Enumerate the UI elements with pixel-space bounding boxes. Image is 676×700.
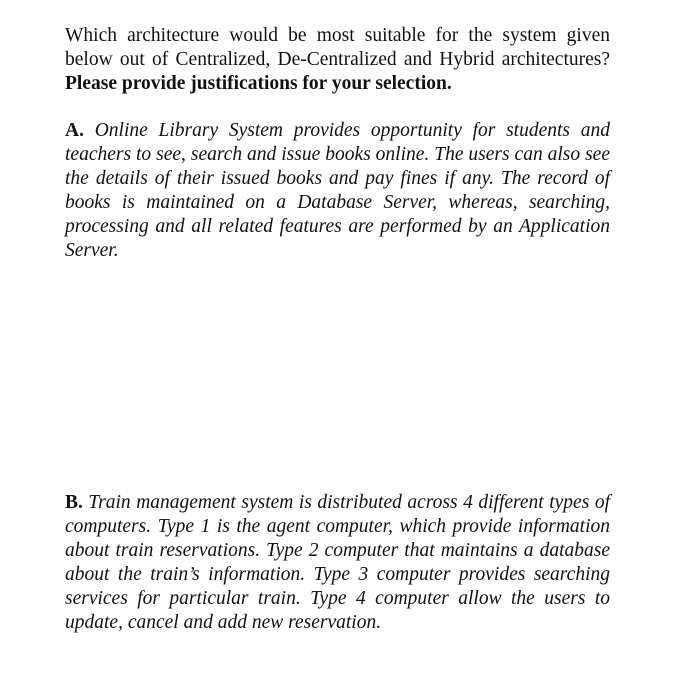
scenario-b-text: Train management system is distributed across 4 different types of computers. Type 1 is the agent computer, which provide information about train reservations. Type 2 computer that maintains a database about the train’s information. Type 3 computer provides searching services for particular train. Type 4 computer allow the users to update, cancel and add new reservation. xyxy=(65,492,610,633)
scenario-a-text: Online Library System provides opportunity for students and teachers to see, search and issue books online. The users can also see the details of their issued books and pay fines if any. The record of books is maintained on a Database Server, whereas, searching, processing and all related features are performed by an Application Server. xyxy=(65,120,610,261)
scenario-b-label: B. xyxy=(65,492,83,513)
scenario-a-label: A. xyxy=(65,120,84,141)
prompt-text: Which architecture would be most suitable for the system given below out of Centralized, De-Centralized and Hybrid architectures? xyxy=(65,25,610,70)
scenario-b xyxy=(65,491,610,635)
prompt-emphasis: Please provide justifications for your selection. xyxy=(65,73,452,94)
question-prompt xyxy=(65,24,610,96)
scenario-a xyxy=(65,119,610,263)
